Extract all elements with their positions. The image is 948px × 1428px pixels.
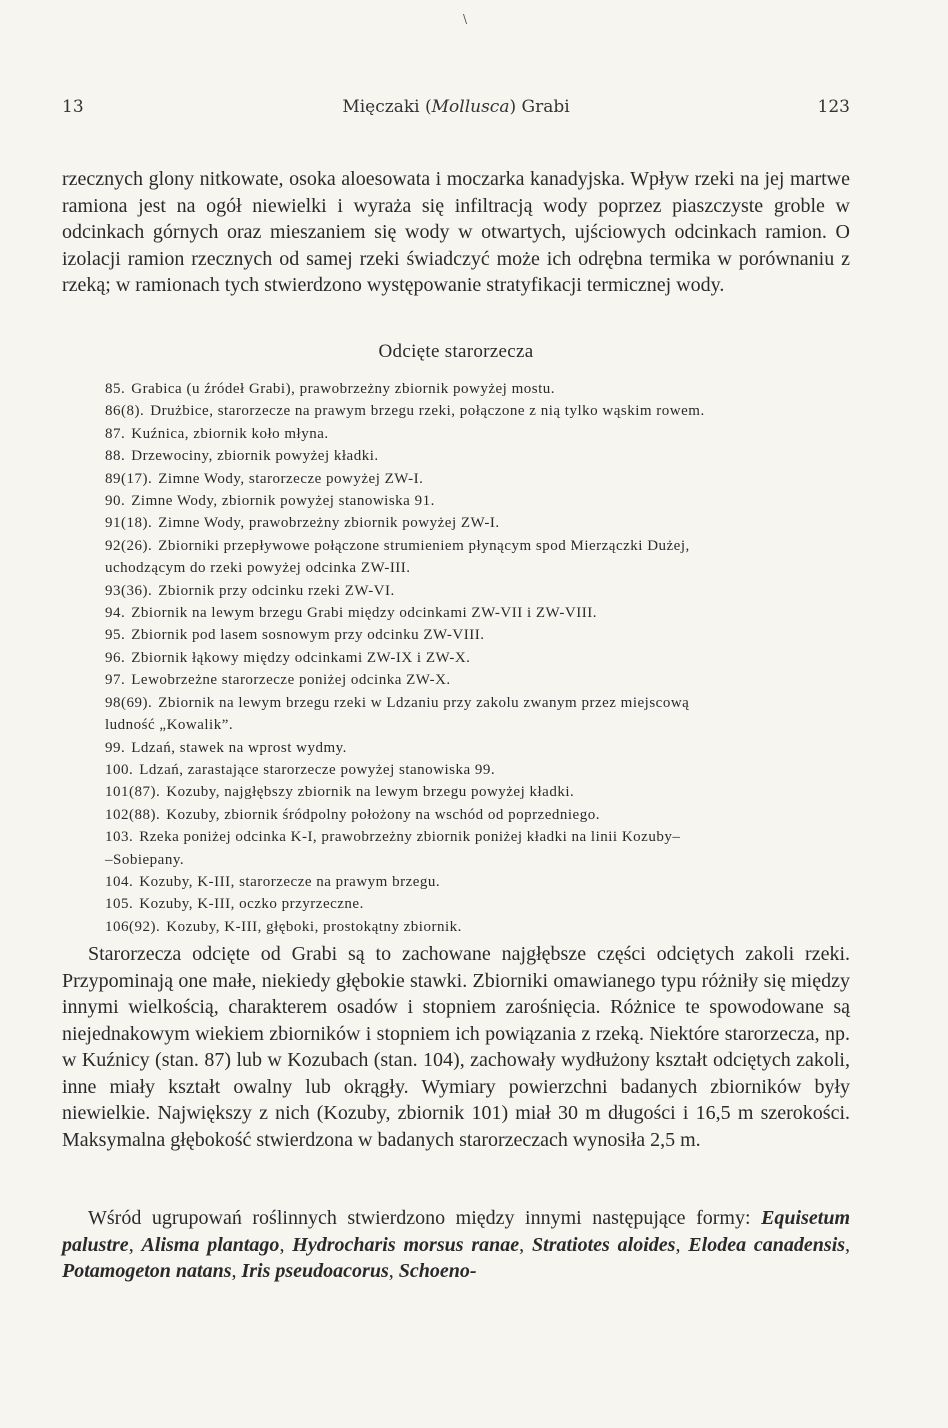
- station-number: 102(88).: [105, 806, 161, 823]
- station-description: Zimne Wody, starorzecze powyżej ZW-I.: [158, 470, 424, 487]
- species-name: Schoeno-: [398, 1260, 477, 1282]
- list-item: [105, 781, 865, 803]
- station-description: Rzeka poniżej odcinka K-I, prawobrzeżny zbiornik poniżej kładki na linii Kozuby–: [139, 829, 681, 846]
- list-item: [105, 804, 865, 826]
- station-number: 93(36).: [105, 582, 153, 599]
- paragraph-3-intro: Wśród ugrupowań roślinnych stwierdzono między innymi następujące formy:: [88, 1207, 762, 1229]
- station-number: 96.: [105, 649, 126, 666]
- list-item: [105, 535, 865, 580]
- station-description: Zbiornik pod lasem sosnowym przy odcinku ZW-VIII.: [131, 627, 485, 644]
- station-description: Ldzań, stawek na wprost wydmy.: [131, 739, 347, 756]
- station-number: 103.: [105, 829, 134, 846]
- page-number-left: 13: [62, 97, 84, 117]
- paragraph-2: [62, 941, 850, 1153]
- station-number: 85.: [105, 381, 126, 397]
- list-item: [105, 826, 865, 871]
- station-description: Kozuby, zbiornik śródpolny położony na wschód od poprzedniego.: [166, 806, 600, 823]
- station-description: Zimne Wody, prawobrzeżny zbiornik powyżej ZW-I.: [158, 515, 500, 532]
- species-name: Alisma plantago: [141, 1233, 280, 1256]
- paragraph-1: rzecznych glony nitkowate, osoka aloesowata i moczarka kanadyjska. Wpływ rzeki na jej martwe ramiona jest na ogół niewielki i wyraża się infiltracją wody poprzez piaszczyste groble w odcinkach górnych oraz mieszaniem się wody w otwartych, ujściowych odcinkach ramion. O izolacji ramion rzecznych od samej rzeki świadczyć może ich odrębna termika w porównaniu z rzeką; w ramionach tych stwierdzono występowanie stratyfikacji termicznej wody.: [62, 168, 850, 296]
- station-description: Kozuby, najgłębszy zbiornik na lewym brzegu powyżej kładki.: [166, 784, 575, 801]
- species-name: Elodea canadensis: [688, 1233, 846, 1256]
- station-number: 99.: [105, 739, 126, 756]
- running-title-italic: Mollusca: [431, 97, 510, 117]
- station-number: 90.: [105, 493, 126, 510]
- station-description: Zbiornik na lewym brzegu rzeki w Ldzaniu przy zakolu zwanym przez miejscową: [158, 694, 690, 711]
- station-description: Zimne Wody, zbiornik powyżej stanowiska 91.: [131, 493, 435, 510]
- station-description: Drużbice, starorzecze na prawym brzegu rzeki, połączone z nią tylko wąskim rowem.: [150, 403, 705, 420]
- list-item: [105, 445, 865, 467]
- page-number-right: 123: [817, 97, 850, 117]
- running-title: Mięczaki (Mollusca) Grabi: [342, 97, 570, 117]
- station-number: 106(92).: [105, 918, 161, 935]
- station-number: 86(8).: [105, 403, 145, 420]
- station-number: 104.: [105, 873, 134, 890]
- species-name: Hydrocharis morsus ranae: [292, 1233, 520, 1256]
- station-list: [105, 378, 865, 938]
- list-item: [105, 737, 865, 759]
- list-item: [105, 669, 865, 691]
- paragraph-2-text: Starorzecza odcięte od Grabi są to zachowane najgłębsze części odciętych zakoli rzeki. Przypominają one małe, niekiedy głębokie stawki. Zbiorniki omawianego typu różniły się między innymi wielkością, charakterem osadów i stopniem zarośnięcia. Różnice te spowodowane są niejednakowym wiekiem zbiorników i stopniem ich powiązania z rzeką. Niektóre starorzecza, np. w Kuźnicy (stan. 87) lub w Kozubach (stan. 104), zachowały wydłużony kształt odciętych zakoli, inne miały kształt owalny lub okrągły. Wymiary powierzchni badanych zbiorników były niewielkie. Największy z nich (Kozuby, zbiornik 101) miał 30 m długości i 16,5 m szerokości. Maksymalna głębokość stwierdzona w badanych starorzeczach wynosiła 2,5 m.: [62, 943, 850, 1151]
- list-item: [105, 692, 865, 737]
- station-number: 88.: [105, 448, 126, 465]
- list-item: [105, 378, 865, 400]
- species-name: Equisetum palustre: [62, 1207, 850, 1256]
- list-item: [105, 647, 865, 669]
- species-name: Iris pseudoacorus: [241, 1260, 389, 1282]
- list-item: [105, 400, 865, 422]
- station-number: 105.: [105, 896, 134, 913]
- station-number: 92(26).: [105, 537, 153, 554]
- station-description: Kozuby, K-III, głęboki, prostokątny zbiornik.: [166, 918, 462, 935]
- scan-mark: \: [463, 12, 468, 26]
- station-description: Lewobrzeżne starorzecze poniżej odcinka ZW-X.: [131, 672, 451, 689]
- station-description: Kuźnica, zbiornik koło młyna.: [131, 425, 329, 442]
- list-item: [105, 490, 865, 512]
- station-description-continued: uchodzącym do rzeki powyżej odcinka ZW-III.: [105, 560, 411, 577]
- list-item: [105, 759, 865, 781]
- station-description: Zbiornik na lewym brzegu Grabi między odcinkami ZW-VII i ZW-VIII.: [131, 605, 597, 622]
- station-description: Kozuby, K-III, starorzecze na prawym brzegu.: [139, 873, 441, 890]
- station-number: 100.: [105, 761, 134, 778]
- station-number: 98(69).: [105, 694, 153, 711]
- station-description: Grabica (u źródeł Grabi), prawobrzeżny zbiornik powyżej mostu.: [131, 381, 556, 397]
- station-description: Kozuby, K-III, oczko przyrzeczne.: [139, 896, 364, 913]
- station-number: 89(17).: [105, 470, 153, 487]
- running-header: [62, 97, 850, 121]
- station-number: 94.: [105, 605, 126, 622]
- section-title: Odcięte starorzecza: [378, 341, 534, 362]
- station-description-continued: ludność „Kowalik”.: [105, 717, 234, 734]
- station-description: Zbiornik łąkowy między odcinkami ZW-IX i ZW-X.: [131, 649, 471, 666]
- station-number: 87.: [105, 425, 126, 442]
- list-item: [105, 468, 865, 490]
- species-name: Potamogeton natans: [62, 1260, 232, 1282]
- list-item: [105, 893, 865, 915]
- list-item: [105, 624, 865, 646]
- station-number: 101(87).: [105, 784, 161, 801]
- station-description: Ldzań, zarastające starorzecze powyżej stanowiska 99.: [139, 761, 496, 778]
- station-description-continued: –Sobiepany.: [105, 851, 185, 868]
- station-number: 97.: [105, 672, 126, 689]
- station-description: Zbiornik przy odcinku rzeki ZW-VI.: [158, 582, 395, 599]
- station-number: 95.: [105, 627, 126, 644]
- list-item: [105, 602, 865, 624]
- list-item: [105, 580, 865, 602]
- paragraph-3: Wśród ugrupowań roślinnych stwierdzono między innymi następujące formy: Equisetum palustre, Alisma plantago, Hydrocharis morsus ranae, Stratiotes aloides, Elodea canadensis, Potamogeton natans, Iris pseudoacorus, Schoeno-: [62, 1207, 851, 1282]
- list-item: [105, 871, 865, 893]
- list-item: [105, 512, 865, 534]
- station-number: 91(18).: [105, 515, 153, 532]
- species-name: Stratiotes aloides: [532, 1233, 676, 1256]
- station-description: Zbiorniki przepływowe połączone strumieniem płynącym spod Mierzączki Dużej,: [158, 537, 690, 554]
- list-item: [105, 423, 865, 445]
- list-item: [105, 916, 865, 938]
- station-description: Drzewociny, zbiornik powyżej kładki.: [131, 448, 379, 465]
